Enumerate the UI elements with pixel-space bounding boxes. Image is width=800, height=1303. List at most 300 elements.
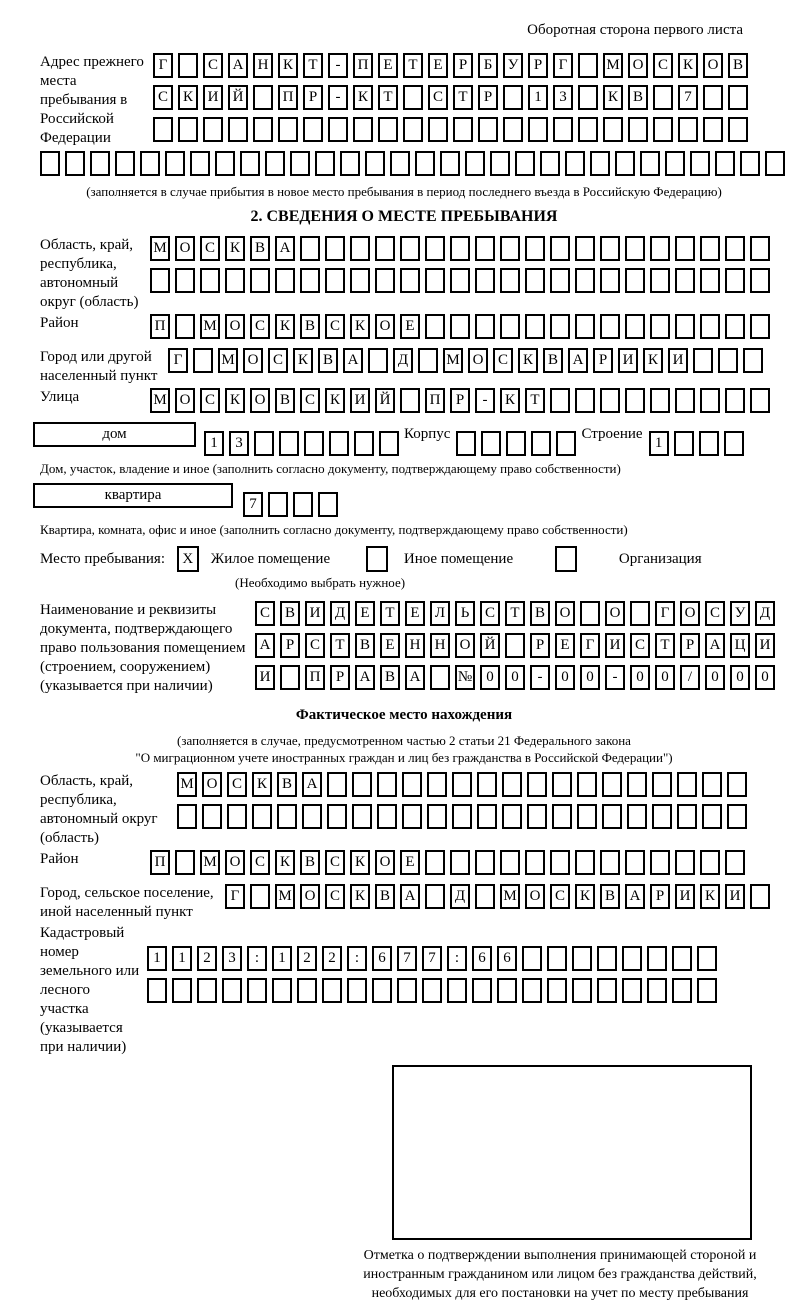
char-cell[interactable] xyxy=(528,117,548,142)
char-cell[interactable]: Л xyxy=(430,601,450,626)
char-cell[interactable] xyxy=(600,388,620,413)
char-cell[interactable] xyxy=(628,117,648,142)
char-cell[interactable] xyxy=(590,151,610,176)
char-cell[interactable] xyxy=(190,151,210,176)
char-cell[interactable]: С xyxy=(255,601,275,626)
char-cell[interactable] xyxy=(690,151,710,176)
char-cell[interactable] xyxy=(400,388,420,413)
char-cell[interactable] xyxy=(456,431,476,456)
char-cell[interactable]: - xyxy=(530,665,550,690)
char-cell[interactable] xyxy=(725,388,745,413)
char-cell[interactable] xyxy=(625,388,645,413)
char-cell[interactable]: М xyxy=(150,388,170,413)
char-cell[interactable] xyxy=(693,348,713,373)
char-cell[interactable]: О xyxy=(680,601,700,626)
char-cell[interactable]: 1 xyxy=(528,85,548,110)
char-cell[interactable]: В xyxy=(728,53,748,78)
char-cell[interactable] xyxy=(300,236,320,261)
char-cell[interactable] xyxy=(580,601,600,626)
char-cell[interactable] xyxy=(350,268,370,293)
char-cell[interactable]: С xyxy=(480,601,500,626)
char-cell[interactable]: Е xyxy=(355,601,375,626)
char-cell[interactable]: С xyxy=(325,884,345,909)
char-cell[interactable]: 7 xyxy=(678,85,698,110)
char-cell[interactable]: 1 xyxy=(649,431,669,456)
char-cell[interactable] xyxy=(440,151,460,176)
char-cell[interactable] xyxy=(600,236,620,261)
char-cell[interactable]: Т xyxy=(303,53,323,78)
char-cell[interactable]: К xyxy=(278,53,298,78)
char-cell[interactable] xyxy=(625,314,645,339)
char-cell[interactable] xyxy=(556,431,576,456)
char-cell[interactable] xyxy=(379,431,399,456)
char-cell[interactable] xyxy=(500,268,520,293)
char-cell[interactable]: П xyxy=(425,388,445,413)
char-cell[interactable] xyxy=(452,804,472,829)
char-cell[interactable] xyxy=(550,388,570,413)
char-cell[interactable]: С xyxy=(200,388,220,413)
char-cell[interactable] xyxy=(252,804,272,829)
char-cell[interactable] xyxy=(425,850,445,875)
char-cell[interactable] xyxy=(727,772,747,797)
char-cell[interactable]: Г xyxy=(153,53,173,78)
char-cell[interactable] xyxy=(640,151,660,176)
char-cell[interactable] xyxy=(728,117,748,142)
char-cell[interactable]: Е xyxy=(428,53,448,78)
char-cell[interactable] xyxy=(178,53,198,78)
char-cell[interactable] xyxy=(577,772,597,797)
char-cell[interactable] xyxy=(700,314,720,339)
char-cell[interactable] xyxy=(503,85,523,110)
char-cell[interactable] xyxy=(622,978,642,1003)
char-cell[interactable]: А xyxy=(302,772,322,797)
char-cell[interactable]: Г xyxy=(225,884,245,909)
char-cell[interactable]: А xyxy=(568,348,588,373)
char-cell[interactable] xyxy=(550,268,570,293)
char-cell[interactable]: 7 xyxy=(397,946,417,971)
char-cell[interactable] xyxy=(347,978,367,1003)
char-cell[interactable] xyxy=(425,314,445,339)
char-cell[interactable]: С xyxy=(305,633,325,658)
char-cell[interactable]: О xyxy=(243,348,263,373)
char-cell[interactable] xyxy=(724,431,744,456)
char-cell[interactable] xyxy=(630,601,650,626)
char-cell[interactable] xyxy=(240,151,260,176)
char-cell[interactable]: 3 xyxy=(229,431,249,456)
char-cell[interactable]: С xyxy=(630,633,650,658)
char-cell[interactable]: С xyxy=(428,85,448,110)
char-cell[interactable] xyxy=(352,772,372,797)
char-cell[interactable] xyxy=(575,850,595,875)
char-cell[interactable] xyxy=(697,946,717,971)
char-cell[interactable]: К xyxy=(225,236,245,261)
char-cell[interactable]: Т xyxy=(403,53,423,78)
char-cell[interactable]: К xyxy=(178,85,198,110)
char-cell[interactable] xyxy=(403,85,423,110)
char-cell[interactable] xyxy=(700,236,720,261)
char-cell[interactable]: О xyxy=(525,884,545,909)
char-cell[interactable] xyxy=(672,978,692,1003)
char-cell[interactable] xyxy=(430,665,450,690)
char-cell[interactable]: Р xyxy=(450,388,470,413)
char-cell[interactable] xyxy=(354,431,374,456)
char-cell[interactable]: И xyxy=(255,665,275,690)
char-cell[interactable] xyxy=(597,978,617,1003)
char-cell[interactable] xyxy=(293,492,313,517)
char-cell[interactable] xyxy=(750,268,770,293)
char-cell[interactable] xyxy=(375,236,395,261)
char-cell[interactable]: 7 xyxy=(243,492,263,517)
char-cell[interactable] xyxy=(147,978,167,1003)
char-cell[interactable]: А xyxy=(405,665,425,690)
char-cell[interactable] xyxy=(553,117,573,142)
char-cell[interactable] xyxy=(65,151,85,176)
char-cell[interactable]: П xyxy=(150,314,170,339)
char-cell[interactable] xyxy=(275,268,295,293)
char-cell[interactable]: М xyxy=(177,772,197,797)
char-cell[interactable]: 2 xyxy=(322,946,342,971)
char-cell[interactable]: В xyxy=(250,236,270,261)
char-cell[interactable] xyxy=(578,85,598,110)
char-cell[interactable] xyxy=(622,946,642,971)
char-cell[interactable] xyxy=(277,804,297,829)
char-cell[interactable]: Р xyxy=(593,348,613,373)
char-cell[interactable] xyxy=(547,978,567,1003)
char-cell[interactable]: 6 xyxy=(372,946,392,971)
char-cell[interactable] xyxy=(725,268,745,293)
char-cell[interactable]: Р xyxy=(528,53,548,78)
char-cell[interactable] xyxy=(550,236,570,261)
char-cell[interactable]: Т xyxy=(655,633,675,658)
char-cell[interactable] xyxy=(650,268,670,293)
char-cell[interactable] xyxy=(647,978,667,1003)
char-cell[interactable]: С xyxy=(493,348,513,373)
char-cell[interactable] xyxy=(750,314,770,339)
char-cell[interactable] xyxy=(175,314,195,339)
char-cell[interactable]: С xyxy=(268,348,288,373)
char-cell[interactable] xyxy=(403,117,423,142)
char-cell[interactable] xyxy=(502,804,522,829)
char-cell[interactable]: А xyxy=(228,53,248,78)
char-cell[interactable]: О xyxy=(555,601,575,626)
char-cell[interactable]: О xyxy=(468,348,488,373)
char-cell[interactable]: И xyxy=(725,884,745,909)
char-cell[interactable] xyxy=(140,151,160,176)
char-cell[interactable] xyxy=(377,772,397,797)
char-cell[interactable] xyxy=(675,388,695,413)
char-cell[interactable] xyxy=(653,117,673,142)
char-cell[interactable] xyxy=(625,236,645,261)
char-cell[interactable]: Г xyxy=(655,601,675,626)
char-cell[interactable] xyxy=(250,884,270,909)
char-cell[interactable]: 0 xyxy=(730,665,750,690)
char-cell[interactable] xyxy=(743,348,763,373)
char-cell[interactable]: М xyxy=(150,236,170,261)
char-cell[interactable] xyxy=(525,236,545,261)
char-cell[interactable] xyxy=(418,348,438,373)
char-cell[interactable] xyxy=(327,804,347,829)
char-cell[interactable]: О xyxy=(375,850,395,875)
char-cell[interactable]: Р xyxy=(680,633,700,658)
char-cell[interactable] xyxy=(527,804,547,829)
char-cell[interactable]: О xyxy=(628,53,648,78)
char-cell[interactable] xyxy=(674,431,694,456)
char-cell[interactable]: М xyxy=(200,314,220,339)
char-cell[interactable]: Г xyxy=(553,53,573,78)
char-cell[interactable]: С xyxy=(550,884,570,909)
char-cell[interactable]: М xyxy=(500,884,520,909)
char-cell[interactable]: 7 xyxy=(422,946,442,971)
char-cell[interactable] xyxy=(625,268,645,293)
char-cell[interactable] xyxy=(650,314,670,339)
char-cell[interactable] xyxy=(522,978,542,1003)
char-cell[interactable] xyxy=(452,772,472,797)
char-cell[interactable] xyxy=(647,946,667,971)
char-cell[interactable] xyxy=(197,978,217,1003)
char-cell[interactable] xyxy=(322,978,342,1003)
char-cell[interactable] xyxy=(699,431,719,456)
char-cell[interactable] xyxy=(677,804,697,829)
char-cell[interactable]: 6 xyxy=(497,946,517,971)
char-cell[interactable] xyxy=(325,236,345,261)
char-cell[interactable] xyxy=(475,236,495,261)
char-cell[interactable] xyxy=(400,236,420,261)
char-cell[interactable] xyxy=(397,978,417,1003)
char-cell[interactable]: С xyxy=(227,772,247,797)
char-cell[interactable] xyxy=(527,772,547,797)
char-cell[interactable]: Й xyxy=(480,633,500,658)
char-cell[interactable]: С xyxy=(325,314,345,339)
char-cell[interactable]: Р xyxy=(478,85,498,110)
char-cell[interactable] xyxy=(650,850,670,875)
char-cell[interactable]: С xyxy=(653,53,673,78)
char-cell[interactable] xyxy=(572,946,592,971)
char-cell[interactable]: О xyxy=(202,772,222,797)
char-cell[interactable]: К xyxy=(678,53,698,78)
char-cell[interactable] xyxy=(505,633,525,658)
char-cell[interactable]: В xyxy=(375,884,395,909)
char-cell[interactable]: Г xyxy=(580,633,600,658)
char-cell[interactable]: У xyxy=(503,53,523,78)
char-cell[interactable] xyxy=(740,151,760,176)
char-cell[interactable]: М xyxy=(443,348,463,373)
char-cell[interactable]: Р xyxy=(453,53,473,78)
char-cell[interactable] xyxy=(178,117,198,142)
char-cell[interactable] xyxy=(402,772,422,797)
char-cell[interactable] xyxy=(202,804,222,829)
char-cell[interactable]: А xyxy=(705,633,725,658)
char-cell[interactable] xyxy=(150,268,170,293)
char-cell[interactable]: К xyxy=(350,314,370,339)
char-cell[interactable]: К xyxy=(350,850,370,875)
char-cell[interactable] xyxy=(652,772,672,797)
char-cell[interactable] xyxy=(225,268,245,293)
checkbox-organizatsiya[interactable] xyxy=(555,546,577,572)
char-cell[interactable]: И xyxy=(668,348,688,373)
char-cell[interactable]: С xyxy=(705,601,725,626)
char-cell[interactable] xyxy=(193,348,213,373)
char-cell[interactable] xyxy=(279,431,299,456)
char-cell[interactable] xyxy=(250,268,270,293)
char-cell[interactable]: П xyxy=(278,85,298,110)
char-cell[interactable]: М xyxy=(603,53,623,78)
char-cell[interactable] xyxy=(678,117,698,142)
char-cell[interactable] xyxy=(703,117,723,142)
char-cell[interactable] xyxy=(278,117,298,142)
char-cell[interactable] xyxy=(600,850,620,875)
char-cell[interactable]: Н xyxy=(430,633,450,658)
char-cell[interactable]: О xyxy=(175,236,195,261)
char-cell[interactable] xyxy=(525,850,545,875)
char-cell[interactable]: Н xyxy=(253,53,273,78)
char-cell[interactable] xyxy=(578,117,598,142)
char-cell[interactable]: В xyxy=(280,601,300,626)
char-cell[interactable]: А xyxy=(355,665,375,690)
char-cell[interactable] xyxy=(115,151,135,176)
char-cell[interactable] xyxy=(577,804,597,829)
char-cell[interactable]: А xyxy=(625,884,645,909)
char-cell[interactable] xyxy=(427,772,447,797)
char-cell[interactable] xyxy=(725,314,745,339)
char-cell[interactable] xyxy=(350,236,370,261)
char-cell[interactable]: М xyxy=(218,348,238,373)
char-cell[interactable]: К xyxy=(275,314,295,339)
char-cell[interactable] xyxy=(702,804,722,829)
char-cell[interactable] xyxy=(477,804,497,829)
char-cell[interactable]: П xyxy=(150,850,170,875)
char-cell[interactable] xyxy=(297,978,317,1003)
char-cell[interactable] xyxy=(377,804,397,829)
char-cell[interactable] xyxy=(565,151,585,176)
char-cell[interactable]: 1 xyxy=(272,946,292,971)
char-cell[interactable] xyxy=(254,431,274,456)
char-cell[interactable]: Т xyxy=(453,85,473,110)
char-cell[interactable] xyxy=(453,117,473,142)
char-cell[interactable]: С xyxy=(153,85,173,110)
char-cell[interactable]: А xyxy=(343,348,363,373)
char-cell[interactable]: И xyxy=(618,348,638,373)
char-cell[interactable] xyxy=(303,117,323,142)
char-cell[interactable]: К xyxy=(252,772,272,797)
char-cell[interactable]: Н xyxy=(405,633,425,658)
char-cell[interactable]: С xyxy=(200,236,220,261)
char-cell[interactable] xyxy=(602,772,622,797)
char-cell[interactable] xyxy=(497,978,517,1003)
char-cell[interactable]: М xyxy=(275,884,295,909)
char-cell[interactable]: О xyxy=(375,314,395,339)
char-cell[interactable] xyxy=(500,314,520,339)
char-cell[interactable]: Т xyxy=(525,388,545,413)
char-cell[interactable]: О xyxy=(175,388,195,413)
char-cell[interactable] xyxy=(525,314,545,339)
char-cell[interactable] xyxy=(552,772,572,797)
char-cell[interactable]: В xyxy=(543,348,563,373)
char-cell[interactable]: Р xyxy=(303,85,323,110)
char-cell[interactable] xyxy=(200,268,220,293)
char-cell[interactable] xyxy=(415,151,435,176)
char-cell[interactable]: А xyxy=(275,236,295,261)
char-cell[interactable]: Т xyxy=(505,601,525,626)
char-cell[interactable] xyxy=(652,804,672,829)
char-cell[interactable]: К xyxy=(350,884,370,909)
char-cell[interactable] xyxy=(597,946,617,971)
char-cell[interactable]: Р xyxy=(280,633,300,658)
char-cell[interactable]: К xyxy=(353,85,373,110)
char-cell[interactable] xyxy=(378,117,398,142)
char-cell[interactable] xyxy=(372,978,392,1003)
char-cell[interactable]: 0 xyxy=(705,665,725,690)
char-cell[interactable] xyxy=(653,85,673,110)
char-cell[interactable]: - xyxy=(328,85,348,110)
char-cell[interactable] xyxy=(600,314,620,339)
char-cell[interactable]: К xyxy=(275,850,295,875)
char-cell[interactable] xyxy=(572,978,592,1003)
char-cell[interactable]: П xyxy=(353,53,373,78)
char-cell[interactable] xyxy=(175,268,195,293)
char-cell[interactable]: В xyxy=(600,884,620,909)
char-cell[interactable]: И xyxy=(305,601,325,626)
char-cell[interactable]: 0 xyxy=(480,665,500,690)
char-cell[interactable]: Е xyxy=(555,633,575,658)
char-cell[interactable]: С xyxy=(250,314,270,339)
char-cell[interactable] xyxy=(290,151,310,176)
char-cell[interactable]: К xyxy=(325,388,345,413)
char-cell[interactable] xyxy=(425,236,445,261)
char-cell[interactable] xyxy=(675,850,695,875)
char-cell[interactable] xyxy=(450,268,470,293)
char-cell[interactable]: К xyxy=(500,388,520,413)
char-cell[interactable] xyxy=(575,314,595,339)
char-cell[interactable] xyxy=(550,314,570,339)
char-cell[interactable] xyxy=(625,850,645,875)
char-cell[interactable] xyxy=(222,978,242,1003)
char-cell[interactable] xyxy=(368,348,388,373)
char-cell[interactable]: И xyxy=(203,85,223,110)
char-cell[interactable] xyxy=(697,978,717,1003)
checkbox-inoe[interactable] xyxy=(366,546,388,572)
char-cell[interactable]: 0 xyxy=(630,665,650,690)
char-cell[interactable] xyxy=(728,85,748,110)
char-cell[interactable] xyxy=(675,236,695,261)
char-cell[interactable] xyxy=(500,850,520,875)
char-cell[interactable]: В xyxy=(300,850,320,875)
char-cell[interactable]: В xyxy=(318,348,338,373)
char-cell[interactable] xyxy=(500,236,520,261)
char-cell[interactable] xyxy=(675,268,695,293)
char-cell[interactable]: Т xyxy=(380,601,400,626)
char-cell[interactable]: О xyxy=(300,884,320,909)
char-cell[interactable] xyxy=(365,151,385,176)
char-cell[interactable]: К xyxy=(643,348,663,373)
char-cell[interactable] xyxy=(575,388,595,413)
char-cell[interactable] xyxy=(450,314,470,339)
char-cell[interactable] xyxy=(227,804,247,829)
char-cell[interactable]: - xyxy=(475,388,495,413)
char-cell[interactable]: 6 xyxy=(472,946,492,971)
char-cell[interactable]: В xyxy=(275,388,295,413)
char-cell[interactable]: Е xyxy=(405,601,425,626)
char-cell[interactable] xyxy=(627,772,647,797)
char-cell[interactable] xyxy=(700,850,720,875)
char-cell[interactable] xyxy=(677,772,697,797)
char-cell[interactable]: 3 xyxy=(553,85,573,110)
char-cell[interactable]: Т xyxy=(378,85,398,110)
char-cell[interactable] xyxy=(304,431,324,456)
char-cell[interactable] xyxy=(750,388,770,413)
char-cell[interactable]: 1 xyxy=(204,431,224,456)
char-cell[interactable] xyxy=(515,151,535,176)
dom-box[interactable]: дом xyxy=(33,422,196,447)
